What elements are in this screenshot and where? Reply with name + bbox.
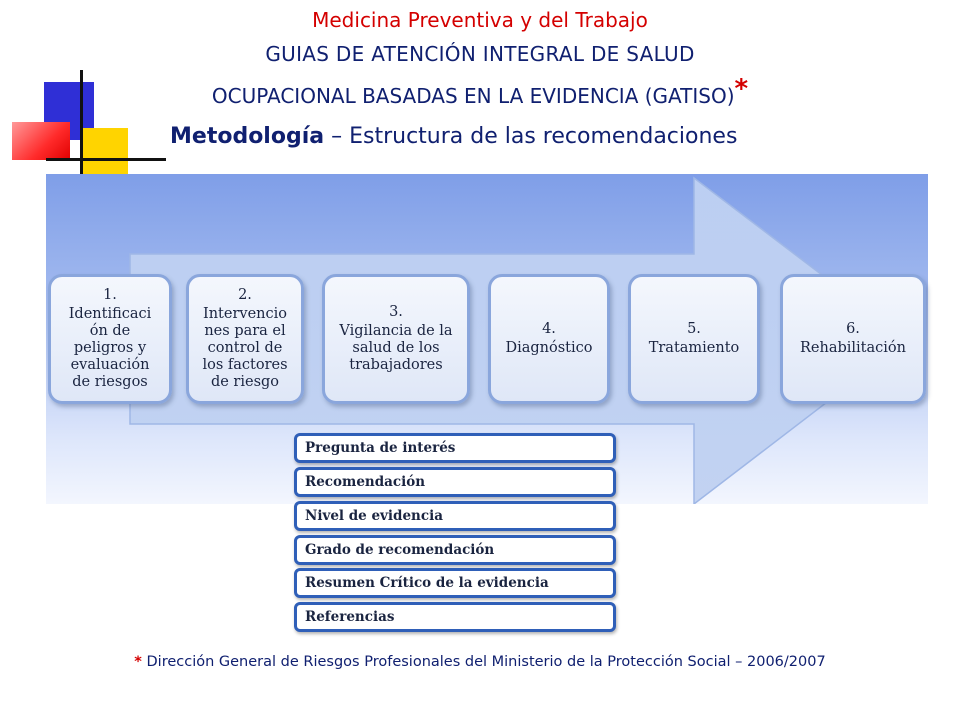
step-3-label: Vigilancia de la salud de los trabajadores <box>339 323 453 373</box>
rec-item-recommendation-grade: Grado de recomendación <box>294 535 616 565</box>
section-title-bold: Metodología <box>170 124 325 149</box>
step-6-box <box>780 274 926 404</box>
step-5-label: Tratamiento <box>648 340 740 356</box>
logo-red-square <box>12 122 70 160</box>
step-5-number: 5. <box>687 321 701 337</box>
step-1-label: Identificaci ón de peligros y evaluación de riesgos <box>68 306 152 390</box>
step-4-box <box>488 274 610 404</box>
section-title <box>170 124 737 149</box>
step-6-label: Rehabilitación <box>800 340 906 356</box>
step-3-text <box>339 304 452 374</box>
header-line-1: Medicina Preventiva y del Trabajo <box>312 8 648 32</box>
step-4-label: Diagnóstico <box>505 340 593 356</box>
step-6-number: 6. <box>846 321 860 337</box>
rec-item-recommendation: Recomendación <box>294 467 616 497</box>
step-2-box <box>186 274 304 404</box>
section-title-rest: – Estructura de las recomendaciones <box>324 124 738 149</box>
header-line-3-text: OCUPACIONAL BASADAS EN LA EVIDENCIA (GATISO) <box>211 84 735 108</box>
step-2-text <box>202 287 287 391</box>
step-1-number: 1. <box>103 287 117 303</box>
step-3-box <box>322 274 470 404</box>
rec-item-evidence-level: Nivel de evidencia <box>294 501 616 531</box>
step-1-text <box>69 287 152 391</box>
step-2-number: 2. <box>238 287 252 303</box>
footer-text: Dirección General de Riesgos Profesionales del Ministerio de la Protección Social – 2006/2007 <box>141 654 826 670</box>
step-5-box <box>628 274 760 404</box>
step-2-label: Intervencio nes para el control de los factores de riesgo <box>202 306 288 390</box>
footer-note <box>0 654 960 670</box>
header-star: * <box>734 74 749 104</box>
rec-item-critical-summary: Resumen Crítico de la evidencia <box>294 568 616 598</box>
step-3-number: 3. <box>389 304 403 320</box>
logo-horizontal-line <box>46 158 166 161</box>
logo-yellow-square <box>82 128 128 174</box>
step-1-box <box>48 274 172 404</box>
step-5-text <box>649 321 740 357</box>
step-6-text <box>800 321 906 357</box>
header-line-2: GUIAS DE ATENCIÓN INTEGRAL DE SALUD <box>265 42 695 66</box>
rec-item-question: Pregunta de interés <box>294 433 616 463</box>
step-4-text <box>505 321 592 357</box>
footer-star: * <box>134 654 142 670</box>
step-4-number: 4. <box>542 321 556 337</box>
rec-item-references: Referencias <box>294 602 616 632</box>
header-line-3 <box>0 74 960 110</box>
